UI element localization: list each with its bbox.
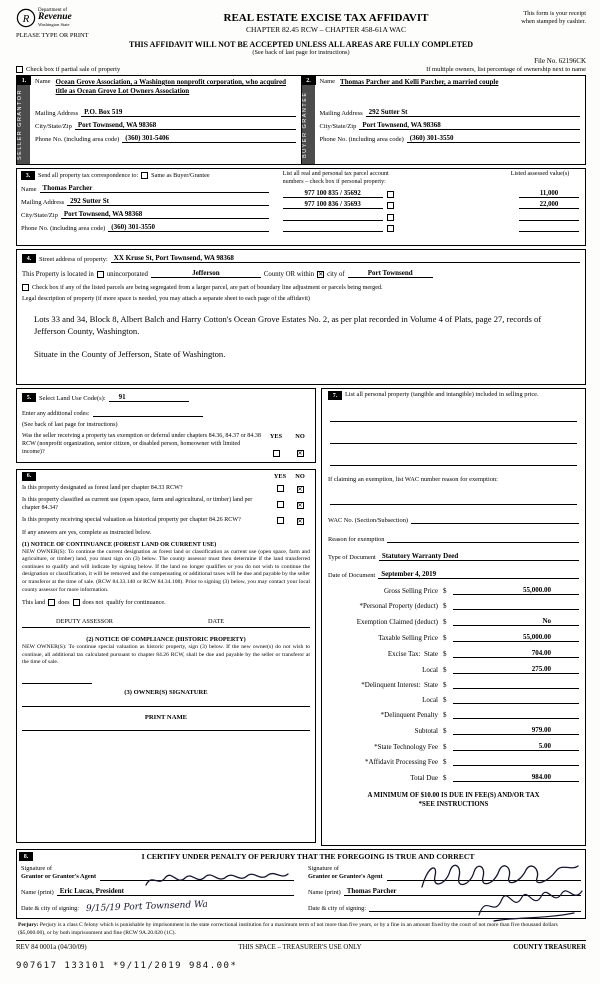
- assessed-value[interactable]: 22,000: [519, 201, 579, 209]
- fee-label: Gross Selling Price: [383, 587, 438, 595]
- parcel-row: [283, 213, 579, 221]
- grantee-sig-label: [308, 865, 383, 881]
- logo-text: [36, 8, 72, 28]
- parcel-personal-checkbox[interactable]: [387, 225, 394, 232]
- see-back-note: (See back of last page for instructions): [252, 49, 350, 56]
- parcel-header-line2: numbers – check box if personal property:: [282, 178, 386, 185]
- date-city-label: Date & city of signing:: [21, 905, 80, 913]
- property-section: [16, 249, 586, 385]
- fee-value[interactable]: No: [453, 617, 579, 626]
- fee-label: *Personal Property (deduct): [359, 602, 438, 610]
- signature-of-label: Signature of: [21, 865, 52, 872]
- signature-row: [17, 862, 585, 914]
- certify-statement: I CERTIFY UNDER PENALTY OF PERJURY THAT THE FOREGOING IS TRUE AND CORRECT: [141, 852, 475, 861]
- money-row: [328, 696, 579, 704]
- dollar-sign: $: [443, 758, 447, 766]
- assessed-value[interactable]: [519, 224, 579, 232]
- revenue-seal-icon: [16, 8, 36, 28]
- fee-value[interactable]: 979.00: [453, 726, 579, 735]
- wac-no-row: [328, 514, 579, 524]
- fee-label: Excise Tax: State: [387, 650, 438, 658]
- corr-city-label: City/State/Zip: [21, 212, 58, 219]
- fee-value[interactable]: 55,000.00: [453, 586, 579, 595]
- street-address-label: Street address of property:: [39, 256, 108, 263]
- money-row: [328, 681, 579, 689]
- buyer-city-label: City/State/Zip: [319, 123, 357, 130]
- parcel-row: [283, 224, 579, 232]
- parcel-number[interactable]: 977 100 835 / 35692: [283, 190, 383, 198]
- grantee-agent-label: Grantee or Grantee's Agent: [308, 873, 383, 881]
- owners-signature-line[interactable]: [22, 706, 310, 707]
- header-title-block: [166, 8, 486, 39]
- exemption-no-checkbox[interactable]: ✕: [297, 449, 303, 457]
- grantor-signature-block: [21, 865, 294, 915]
- fee-label: Total Due: [410, 774, 438, 782]
- corr-city-value[interactable]: Port Townsend, WA 98368: [61, 210, 269, 219]
- partial-sale-row: [16, 66, 586, 73]
- buyer-name-label: Name: [319, 78, 336, 85]
- fee-value[interactable]: [453, 681, 579, 689]
- reason-blank[interactable]: [387, 533, 579, 543]
- parcel-personal-checkbox[interactable]: [387, 191, 394, 198]
- buyer-phone-row: [320, 134, 581, 143]
- receipt-note: [486, 8, 586, 39]
- additional-codes-row: [22, 406, 310, 417]
- money-row: [328, 726, 579, 735]
- legal-description-label: Legal description of property (if more space is needed, you may attach a separate sheet to each page of the affidavit): [22, 295, 310, 302]
- selling-price-section: [321, 388, 586, 846]
- section2-badge: 2.: [302, 76, 316, 85]
- seller-city-label: City/State/Zip: [35, 123, 72, 130]
- county-value[interactable]: Jefferson: [151, 269, 261, 278]
- fee-value[interactable]: [453, 602, 579, 610]
- buyer-mailing-row: [320, 108, 581, 117]
- header-left: [16, 8, 166, 39]
- wac-no-label: WAC No. (Section/Subsection): [328, 517, 409, 524]
- yes-header: YES: [273, 472, 287, 480]
- seller-name-row: [35, 78, 296, 104]
- treasurer-space-label: THIS SPACE – TREASURER'S USE ONLY: [238, 944, 362, 952]
- see-instructions-note: *SEE INSTRUCTIONS: [418, 801, 489, 808]
- money-row: [328, 586, 579, 595]
- if-yes-note: If any answers are yes, complete as instructed below.: [22, 529, 152, 536]
- seller-name-value[interactable]: Ocean Grove Association, a Washington nonprofit corporation, who acquired title as Ocean Grove Lot Owners Association: [55, 78, 287, 96]
- perjury-text: Perjury is a class C felony which is punishable by imprisonment in the state correctional institution for a maximum term of not more than five years, or by a fine in an amount fixed by the court of not more than five thousand dollars ($5,000.00), or by both imprisonment and fine (RCW 9A.20.020 (1C).: [18, 922, 558, 936]
- receipt-note-line1: This form is your receipt: [523, 10, 586, 17]
- signature-of-label: Signature of: [308, 865, 339, 872]
- blank-line[interactable]: [330, 452, 577, 466]
- does-label: does: [58, 599, 70, 607]
- corr-name-label: Name: [21, 186, 37, 193]
- land-use-label: Select Land Use Code(s):: [39, 395, 106, 402]
- doc-date-label: Date of Document: [328, 572, 376, 579]
- grantor-date-city-handwriting[interactable]: 9/15/19 Port Townsend Wa: [85, 900, 209, 915]
- seller-grantor-side-label: SELLER GRANTOR: [17, 85, 30, 164]
- current-use-yes-checkbox[interactable]: [277, 501, 284, 508]
- additional-codes-label: Enter any additional codes:: [22, 410, 90, 417]
- seller-name-label: Name: [35, 78, 51, 85]
- rev-form-number: REV 84 0001a (04/30/09): [16, 944, 87, 952]
- middle-columns: [16, 388, 586, 846]
- buyer-name-row: [320, 78, 581, 104]
- corr-name-row: [21, 184, 269, 193]
- parcel-row: [283, 190, 579, 198]
- grantor-sig-line: [21, 865, 294, 881]
- parcel-list: [273, 169, 585, 245]
- segregated-checkbox[interactable]: [22, 284, 29, 291]
- doc-type-row: [328, 552, 579, 561]
- fee-value[interactable]: 5.00: [453, 742, 579, 751]
- located-in-label: This Property is located in: [22, 271, 94, 278]
- grantee-name-row: [308, 887, 581, 896]
- logo-revenue-text: Revenue: [38, 12, 72, 22]
- section8-badge: 8.: [19, 852, 33, 861]
- seller-city-value[interactable]: Port Townsend, WA 98368: [75, 121, 296, 130]
- form-title: REAL ESTATE EXCISE TAX AFFIDAVIT: [223, 12, 429, 24]
- seller-mailing-row: [35, 108, 296, 117]
- money-row: [328, 773, 579, 782]
- classification-section: [16, 469, 316, 843]
- additional-codes-blank[interactable]: [93, 407, 203, 417]
- grantor-signature-field[interactable]: [100, 871, 294, 881]
- seller-sidebar: [17, 76, 30, 164]
- money-row: [328, 649, 579, 658]
- print-name-label: PRINT NAME: [144, 713, 188, 721]
- current-use-yes-cell: [270, 501, 290, 509]
- forest-no-cell: [290, 485, 310, 493]
- fee-label: Taxable Selling Price: [378, 634, 438, 642]
- parcel-row: [283, 201, 579, 209]
- city-of-label: city of: [327, 271, 345, 278]
- dollar-sign: $: [443, 743, 447, 751]
- section6-badge: 6.: [22, 472, 36, 481]
- seller-phone-value[interactable]: (360) 301-5406: [122, 134, 295, 143]
- forest-yes-cell: [270, 485, 290, 493]
- buyer-city-row: [320, 121, 581, 130]
- current-use-no-cell: [290, 501, 310, 509]
- grantor-name-row: [21, 887, 294, 896]
- owners-signature-label: (3) OWNER(S) SIGNATURE: [124, 688, 208, 696]
- send-correspondence-row: [21, 171, 269, 180]
- fee-value[interactable]: [453, 711, 579, 719]
- corr-mailing-value[interactable]: 292 Sutter St: [67, 197, 268, 206]
- parcel-personal-checkbox[interactable]: [387, 214, 394, 221]
- money-row: [328, 665, 579, 674]
- does-checkbox[interactable]: [48, 599, 55, 606]
- doc-type-value[interactable]: Statutory Warranty Deed: [379, 552, 579, 561]
- dept-of-revenue-logo: [16, 8, 166, 28]
- segregated-row: [22, 284, 580, 291]
- does-not-checkbox[interactable]: [73, 599, 80, 606]
- money-row: [328, 602, 579, 610]
- correspondence-section: [16, 168, 586, 246]
- dollar-sign: $: [443, 634, 447, 642]
- dollar-sign: $: [443, 681, 447, 689]
- deputy-assessor-label: DEPUTY ASSESSOR: [56, 618, 113, 626]
- forest-no-checkbox[interactable]: ✕: [297, 485, 303, 493]
- fee-label: Local: [422, 666, 438, 674]
- seller-fields: [30, 76, 301, 164]
- money-row: [328, 633, 579, 642]
- name-print-label: Name (print): [308, 889, 341, 897]
- section1-badge: 1.: [17, 76, 31, 85]
- parcel-headers: [283, 171, 579, 186]
- legal-description-text: Lots 33 and 34, Block 8, Albert Balch and Harry Cotton's Ocean Grove Estates No. 2, as per plat recorded in Volume 4 of Plats, page 27, records of Jefferson County, Washington.: [34, 314, 542, 337]
- doc-date-value[interactable]: September 4, 2019: [378, 570, 579, 579]
- logo-state-text: Washington State: [38, 21, 70, 27]
- continuance-post: qualify for continuance.: [106, 599, 166, 607]
- blank-line[interactable]: [330, 408, 577, 422]
- historic-question-row: [22, 517, 310, 525]
- dollar-sign: $: [443, 727, 447, 735]
- deputy-signature-line[interactable]: [22, 627, 310, 628]
- yes-header: YES: [269, 433, 283, 440]
- reason-row: [328, 533, 579, 543]
- date-city-label: Date & city of signing:: [308, 905, 367, 913]
- fee-label: *Delinquent Penalty: [380, 711, 438, 719]
- current-use-no-checkbox[interactable]: ✕: [297, 501, 303, 509]
- fee-label: *Delinquent Interest: State: [361, 681, 438, 689]
- perjury-label: Perjury:: [18, 922, 39, 929]
- grantee-signature-block: [308, 865, 581, 912]
- file-number: File No. 62196CK: [534, 57, 586, 65]
- deputy-assessor-row: [22, 618, 310, 625]
- continuance-pre: This land: [22, 599, 46, 607]
- corr-phone-value[interactable]: (360) 301-3550: [108, 223, 268, 232]
- parcel-number[interactable]: [283, 224, 383, 232]
- header: [16, 8, 586, 39]
- left-column: [16, 388, 316, 846]
- doc-type-label: Type of Document: [328, 554, 376, 561]
- name-print-label: Name (print): [21, 889, 54, 897]
- parcel-header: [283, 171, 501, 186]
- current-use-question-row: [22, 497, 310, 513]
- dollar-sign: $: [443, 666, 447, 674]
- dollar-sign: $: [443, 618, 447, 626]
- exemption-yes-checkbox[interactable]: [273, 450, 280, 457]
- tax-exemption-question: Was the seller receiving a property tax exemption or deferral under chapters 84.36, 84.37 or 84.38 RCW (nonprofit organization, senior citizen, or disabled person, homeowner with limited income)?: [22, 433, 261, 455]
- street-address-row: [22, 254, 580, 263]
- cashier-stamp: 907617 133101 *9/11/2019 984.00*: [16, 961, 238, 972]
- receipt-note-line2: when stamped by cashier.: [521, 17, 586, 25]
- seller-mailing-value[interactable]: P.O. Box 519: [81, 108, 295, 117]
- land-use-section: [16, 388, 316, 463]
- money-row: [328, 711, 579, 719]
- segregated-label: Check box if any of the listed parcels are being segregated from a larger parcel, are part of boundary line adjustment or parcels being merged.: [32, 284, 383, 291]
- buyer-grantee-block: [302, 76, 586, 164]
- section7-badge: 7.: [328, 391, 342, 400]
- partial-sale-label: Check box if partial sale of property: [26, 66, 121, 73]
- fee-value[interactable]: 55,000.00: [453, 633, 579, 642]
- notice2-title: (2) NOTICE OF COMPLIANCE (HISTORIC PROPERTY): [86, 636, 246, 644]
- seller-grantor-block: [17, 76, 302, 164]
- dollar-sign: $: [443, 696, 447, 704]
- county-or-label: County OR within: [263, 271, 315, 278]
- continuance-row: [22, 599, 310, 606]
- tax-exemption-question-row: [22, 433, 310, 457]
- forest-land-question-row: [22, 485, 310, 493]
- historic-question: Is this property receiving special valuation as historical property per chapter 84.26 RCW?: [22, 516, 241, 523]
- forest-yes-checkbox[interactable]: [277, 485, 284, 492]
- does-not-label: does not: [82, 599, 104, 607]
- land-use-code-value[interactable]: 91: [109, 393, 189, 402]
- fee-label: Local: [422, 696, 438, 704]
- blank-line[interactable]: [330, 491, 577, 505]
- footer-row: [16, 940, 586, 951]
- section7-header: [328, 391, 579, 400]
- section4-badge: 4.: [22, 254, 36, 263]
- multiple-owners-note: If multiple owners, list percentage of ownership next to name: [426, 66, 586, 73]
- historic-no-checkbox[interactable]: ✕: [297, 517, 303, 525]
- parties-section: [16, 75, 586, 165]
- unincorporated-label: unincorporated: [106, 271, 148, 278]
- historic-no-cell: [290, 517, 310, 525]
- form-chapter: CHAPTER 82.45 RCW – CHAPTER 458-61A WAC: [246, 25, 406, 34]
- situate-text: Situate in the County of Jefferson, State of Washington.: [34, 349, 226, 360]
- fee-value[interactable]: 704.00: [453, 649, 579, 658]
- notice1-text: NEW OWNER(S): To continue the current designation as forest land or classification as current use (open space, farm and agriculture, or timber) land, you must sign on (3) below. The county assessor must then determine if the land transferred continues to qualify and will indicate by signing below. If the land no longer qualifies or you do not wish to continue the designation or classification, it will be removed and the compensating or additional taxes will be due and payable by the seller or transferor at the time of sale. (RCW 84.33.140 or RCW 84.34.108). Prior to signing (3) below, you may contact your local county assessor for more information.: [22, 548, 310, 593]
- parcel-personal-checkbox[interactable]: [387, 202, 394, 209]
- no-header: NO: [295, 433, 305, 440]
- please-type-or-print: PLEASE TYPE OR PRINT: [16, 32, 89, 39]
- blank-line[interactable]: [22, 675, 92, 684]
- corr-mailing-row: [21, 197, 269, 206]
- doc-date-row: [328, 570, 579, 579]
- fee-value[interactable]: 275.00: [453, 665, 579, 674]
- section5-badge: 5.: [22, 393, 36, 402]
- grantee-date-field[interactable]: [369, 902, 581, 912]
- city-value[interactable]: Port Townsend: [348, 269, 433, 278]
- grantor-date-row: [21, 900, 294, 915]
- exemption-wac-label: If claiming an exemption, list WAC number reason for exemption:: [328, 476, 498, 483]
- buyer-sidebar: [302, 76, 315, 164]
- assessed-value[interactable]: 11,000: [519, 190, 579, 198]
- buyer-city-value[interactable]: Port Townsend, WA 98368: [359, 121, 580, 130]
- grantor-agent-label: Grantor or Grantor's Agent: [21, 873, 97, 881]
- same-as-buyer-label: Same as Buyer/Grantee: [151, 172, 210, 179]
- dollar-sign: $: [443, 587, 447, 595]
- buyer-phone-value[interactable]: (360) 301-3550: [407, 134, 580, 143]
- forest-land-question: Is this property designated as forest land per chapter 84.33 RCW?: [22, 484, 183, 491]
- reason-label: Reason for exemption: [328, 536, 385, 543]
- buyer-mailing-value[interactable]: 292 Sutter St: [366, 108, 580, 117]
- certification-section: [16, 849, 586, 919]
- street-address-value[interactable]: XX Kruse St, Port Townsend, WA 98368: [111, 254, 580, 263]
- corr-phone-label: Phone No. (including area code): [21, 225, 106, 232]
- wac-no-blank[interactable]: [411, 514, 579, 524]
- correspondence-fields: [17, 169, 273, 245]
- assessed-value-header: Listed assessed value(s): [510, 171, 570, 177]
- no-header: NO: [295, 472, 305, 480]
- fee-label: Subtotal: [414, 727, 438, 735]
- section3-badge: 3.: [21, 171, 35, 180]
- county-treasurer-label: COUNTY TREASURER: [513, 944, 586, 952]
- parcel-number[interactable]: 977 100 836 / 35693: [283, 201, 383, 209]
- buyer-fields: [315, 76, 586, 164]
- parcel-number[interactable]: [283, 213, 383, 221]
- land-use-row: [22, 393, 310, 402]
- grantee-signature-field[interactable]: [387, 871, 581, 881]
- perjury-paragraph: [18, 922, 584, 937]
- certify-header: [17, 850, 585, 862]
- city-checkbox[interactable]: ✕: [318, 271, 324, 278]
- grantee-sig-line: [308, 865, 581, 881]
- buyer-name-value[interactable]: Thomas Parcher and Kelli Parcher, a married couple: [340, 78, 499, 86]
- money-row: [328, 742, 579, 751]
- grantor-name-value[interactable]: Eric Lucas, President: [57, 887, 294, 896]
- fee-value[interactable]: [453, 696, 579, 704]
- assessed-value[interactable]: [519, 213, 579, 221]
- dollar-sign: $: [443, 711, 447, 719]
- grantee-date-row: [308, 902, 581, 912]
- partial-sale-checkbox[interactable]: [16, 66, 23, 73]
- buyer-grantee-side-label: BUYER GRANTEE: [302, 85, 315, 164]
- unincorporated-checkbox[interactable]: [97, 271, 104, 278]
- corr-mailing-label: Mailing Address: [21, 199, 65, 206]
- dollar-sign: $: [443, 602, 447, 610]
- fee-value[interactable]: 984.00: [453, 773, 579, 782]
- parcel-header-line1: List all real and personal tax parcel account: [282, 171, 389, 177]
- logo-dept-text: Department of: [38, 8, 68, 13]
- current-use-question: Is this property classified as current use (open space, farm and agricultural, or timber) land per chapter 84.34?: [22, 496, 253, 511]
- yes-column: [266, 433, 286, 457]
- seller-phone-label: Phone No. (including area code): [35, 136, 120, 143]
- print-name-line[interactable]: [22, 730, 310, 731]
- corr-name-value[interactable]: Thomas Parcher: [40, 184, 269, 193]
- notice2-text: NEW OWNER(S): To continue special valuation as historic property, sign (3) below. If the new owner(s) do not wish to continue, all additional tax calculated pursuant to chapter 84.26 RCW, shall be due and payable by the seller or transferor at the time of sale.: [22, 644, 310, 666]
- send-correspondence-label: Send all property tax correspondence to:: [38, 172, 139, 179]
- date-label: DATE: [207, 618, 225, 626]
- corr-city-row: [21, 210, 269, 219]
- see-back-instructions: (See back of last page for instructions): [22, 421, 118, 428]
- corr-phone-row: [21, 223, 269, 232]
- no-column: [290, 433, 310, 457]
- seller-phone-row: [35, 134, 296, 143]
- fee-value[interactable]: [453, 758, 579, 766]
- money-row: [328, 758, 579, 766]
- money-row: [328, 617, 579, 626]
- warning-line: THIS AFFIDAVIT WILL NOT BE ACCEPTED UNLESS ALL AREAS ARE FULLY COMPLETED: [128, 40, 474, 49]
- fee-label: *Affidavit Processing Fee: [365, 758, 438, 766]
- notice1-title: (1) NOTICE OF CONTINUANCE (FOREST LAND OR CURRENT USE): [22, 541, 217, 548]
- buyer-mailing-label: Mailing Address: [319, 110, 363, 117]
- seller-mailing-label: Mailing Address: [35, 110, 79, 117]
- historic-yes-checkbox[interactable]: [277, 517, 284, 524]
- section6-header: [22, 472, 310, 481]
- grantee-name-value[interactable]: Thomas Parcher: [344, 887, 581, 896]
- seller-city-row: [35, 121, 296, 130]
- buyer-phone-label: Phone No. (including area code): [319, 136, 404, 143]
- fee-label: *State Technology Fee: [374, 743, 438, 751]
- blank-line[interactable]: [330, 430, 577, 444]
- svg-text:R: R: [22, 13, 30, 26]
- dollar-sign: $: [443, 774, 447, 782]
- dollar-sign: $: [443, 650, 447, 658]
- grantor-sig-label: [21, 865, 96, 881]
- fee-label: Exemption Claimed (deduct): [356, 618, 438, 626]
- personal-property-label: List all personal property (tangible and intangible) included in selling price.: [345, 391, 539, 398]
- location-row: [22, 269, 580, 278]
- minimum-fee-note: A MINIMUM OF $10.00 IS DUE IN FEE(S) AND/OR TAX: [367, 792, 540, 799]
- same-as-buyer-checkbox[interactable]: [141, 172, 148, 179]
- historic-yes-cell: [270, 517, 290, 525]
